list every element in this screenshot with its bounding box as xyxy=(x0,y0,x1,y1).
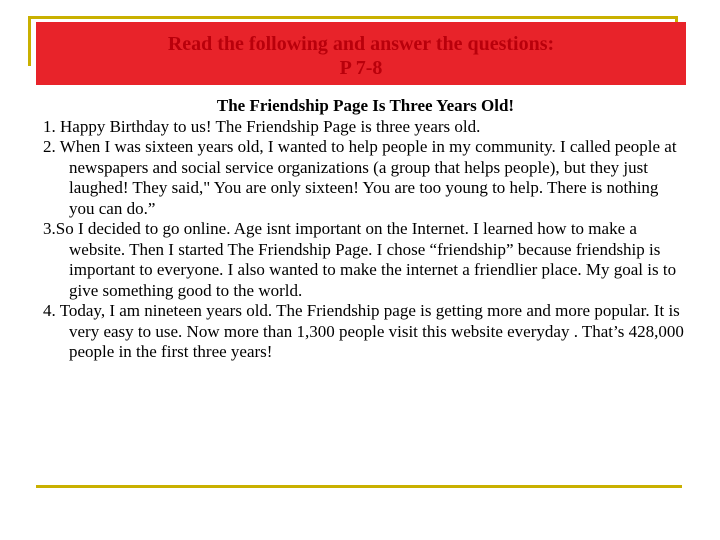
passage-paragraph-1: 1. Happy Birthday to us! The Friendship Page is three years old. xyxy=(43,116,481,136)
passage-paragraph-2: 2. When I was sixteen years old, I wanted to help people in my community. I called people at newspapers and social service organizations (a group that helps people), but they just laughed! They said," You are only sixteen! You are too young to help. There is nothing you can do.” xyxy=(43,137,677,218)
passage-paragraph-4: 4. Today, I am nineteen years old. The Friendship page is getting more and more popular. It is very easy to use. Now more than 1,300 people visit this website everyday . That’s 428,000 people in the first three years! xyxy=(43,301,684,361)
passage-paragraph-3: 3.So I decided to go online. Age isnt important on the Internet. I learned how to make a website. Then I started The Friendship Page. I chose “friendship” because friendship is important to everyone. I also wanted to make the internet a friendlier place. My goal is to give something good to the world. xyxy=(43,219,677,300)
top-accent-line xyxy=(28,16,678,19)
bottom-accent-line xyxy=(36,485,682,488)
passage-title: The Friendship Page Is Three Years Old! xyxy=(216,96,515,115)
page-reference: P 7-8 xyxy=(339,57,383,79)
instruction-text: Read the following and answer the questions: xyxy=(167,33,555,55)
reading-passage xyxy=(43,96,688,363)
left-accent-line xyxy=(28,16,31,66)
instruction-banner xyxy=(36,22,686,85)
